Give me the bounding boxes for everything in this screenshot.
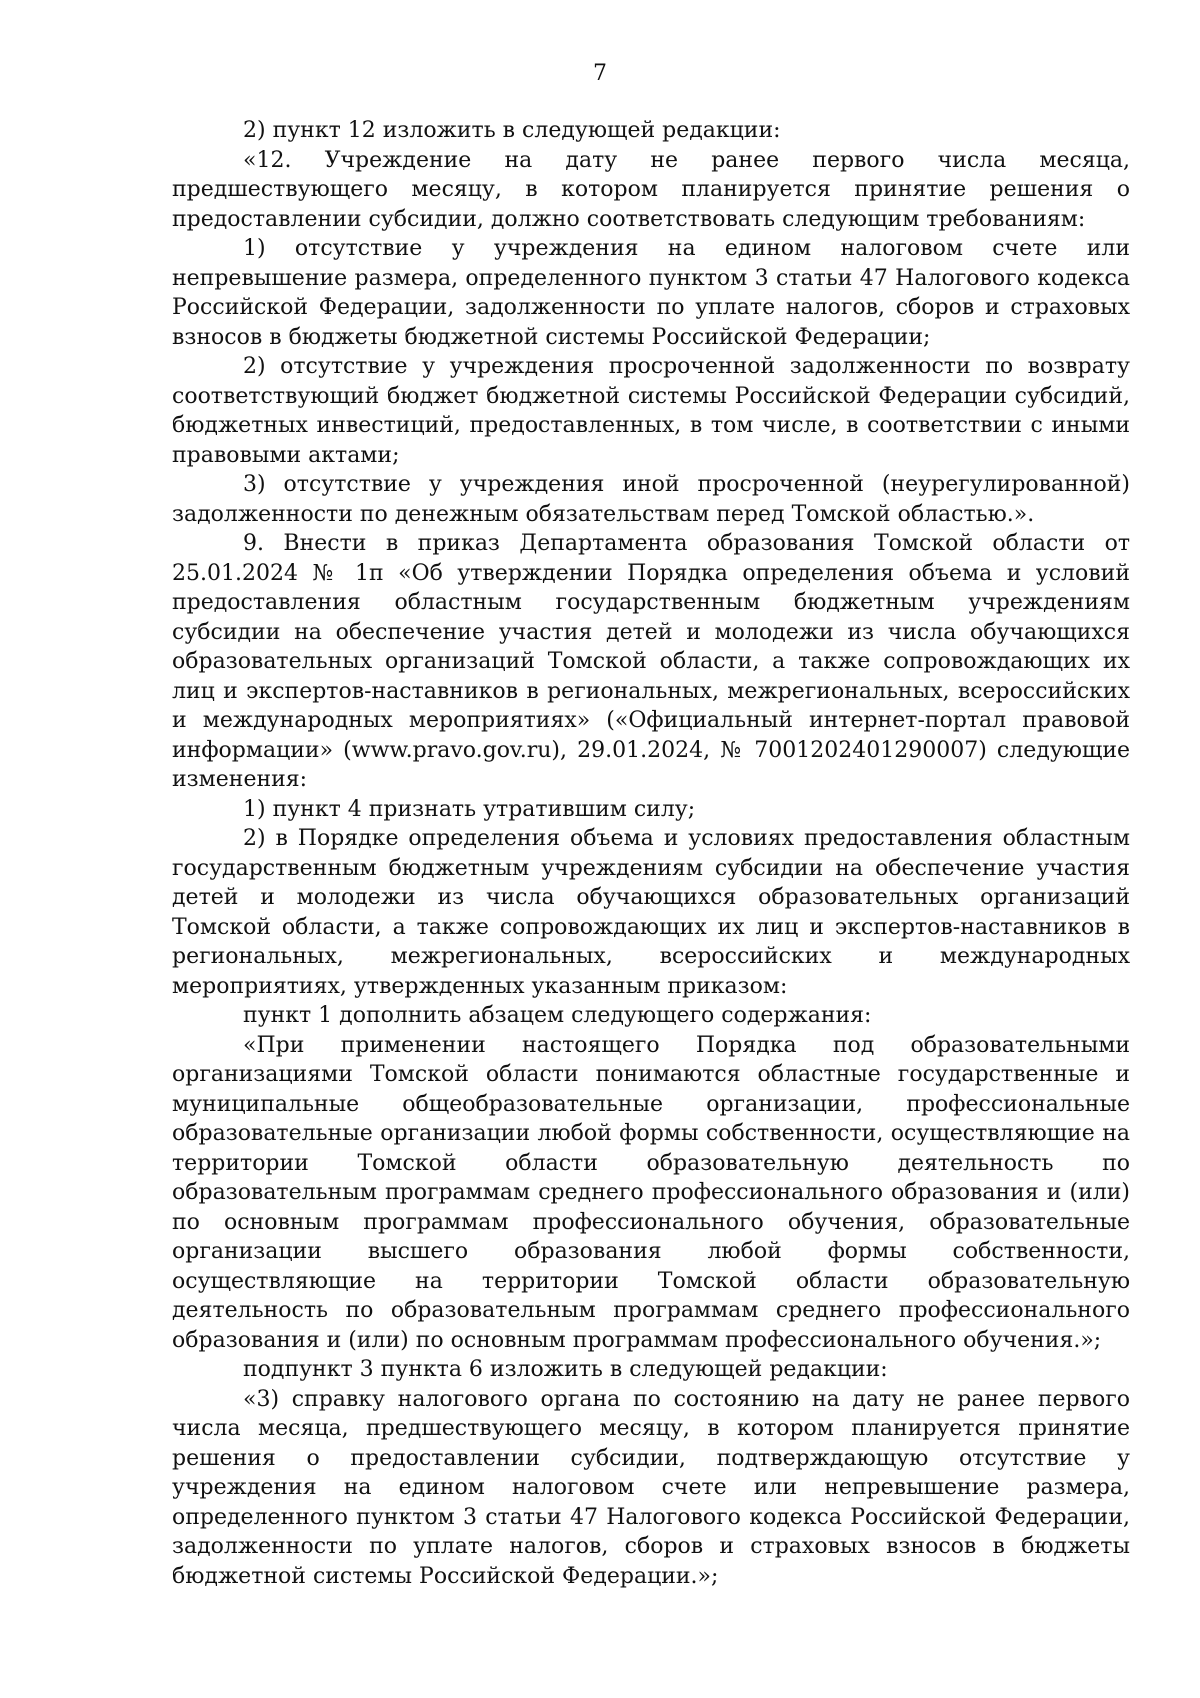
- paragraph: 1) отсутствие у учреждения на едином налоговом счете или непревышение размера, определенного пунктом 3 статьи 47 Налогового кодекса Российской Федерации, задолженности по уплате налогов, сборов и страховых взносов в бюджеты бюджетной системы Российской Федерации;: [172, 236, 1130, 350]
- paragraph: «12. Учреждение на дату не ранее первого числа месяца, предшествующего месяцу, в котором планируется принятие решения о предоставлении субсидии, должно соответствовать следующим требованиям:: [172, 147, 1130, 232]
- paragraph: 2) отсутствие у учреждения просроченной задолженности по возврату соответствующий бюджет бюджетной системы Российской Федерации субсидий, бюджетных инвестиций, предоставленных, в том числе, в соответствии с иными правовыми актами;: [172, 354, 1130, 468]
- paragraph: «3) справку налогового органа по состоянию на дату не ранее первого числа месяца, предшествующего месяцу, в котором планируется принятие решения о предоставлении субсидии, подтверждающую отсутствие у учреждения на едином налоговом счете или непревышение размера, определенного пунктом 3 статьи 47 Налогового кодекса Российской Федерации, задолженности по уплате налогов, сборов и страховых взносов в бюджеты бюджетной системы Российской Федерации.»;: [172, 1386, 1130, 1589]
- paragraph: «При применении настоящего Порядка под образовательными организациями Томской области понимаются областные государственные и муниципальные общеобразовательные организации, профессиональные образовательные организации любой формы собственности, осуществляющие на территории Томской области образовательную деятельность по образовательным программам среднего профессионального образования и (или) по основным программам профессионального обучения, образовательные организации высшего образования любой формы собственности, осуществляющие на территории Томской области образовательную деятельность по образовательным программам среднего профессионального образования и (или) по основным программам профессионального обучения.»;: [172, 1032, 1130, 1353]
- paragraph: пункт 1 дополнить абзацем следующего содержания:: [243, 1003, 872, 1028]
- paragraph: 2) в Порядке определения объема и условиях предоставления областным государственным бюджетным учреждениям субсидии на обеспечение участия детей и молодежи из числа обучающихся образовательных организаций Томской области, а также сопровождающих их лиц и экспертов-наставников в региональных, межрегиональных, всероссийских и международных мероприятиях, утвержденных указанным приказом:: [172, 826, 1130, 999]
- document-body: [172, 116, 1130, 1591]
- paragraph: 3) отсутствие у учреждения иной просроченной (неурегулированной) задолженности по денежным обязательствам перед Томской областью.».: [172, 472, 1130, 527]
- paragraph: подпункт 3 пункта 6 изложить в следующей редакции:: [243, 1357, 888, 1382]
- paragraph: 1) пункт 4 признать утратившим силу;: [243, 796, 696, 822]
- paragraph: 9. Внести в приказ Департамента образования Томской области от 25.01.2024 № 1п «Об утверждении Порядка определения объема и условий предоставления областным государственным бюджетным учреждениям субсидии на обеспечение участия детей и молодежи из числа обучающихся образовательных организаций Томской области, а также сопровождающих их лиц и экспертов-наставников в региональных, межрегиональных, всероссийских и международных мероприятиях» («Официальный интернет-портал правовой информации» (www.pravo.gov.ru), 29.01.2024, № 7001202401290007) следующие изменения:: [172, 531, 1130, 792]
- paragraph: 2) пункт 12 изложить в следующей редакции:: [243, 118, 781, 143]
- page-number: 7: [593, 61, 607, 86]
